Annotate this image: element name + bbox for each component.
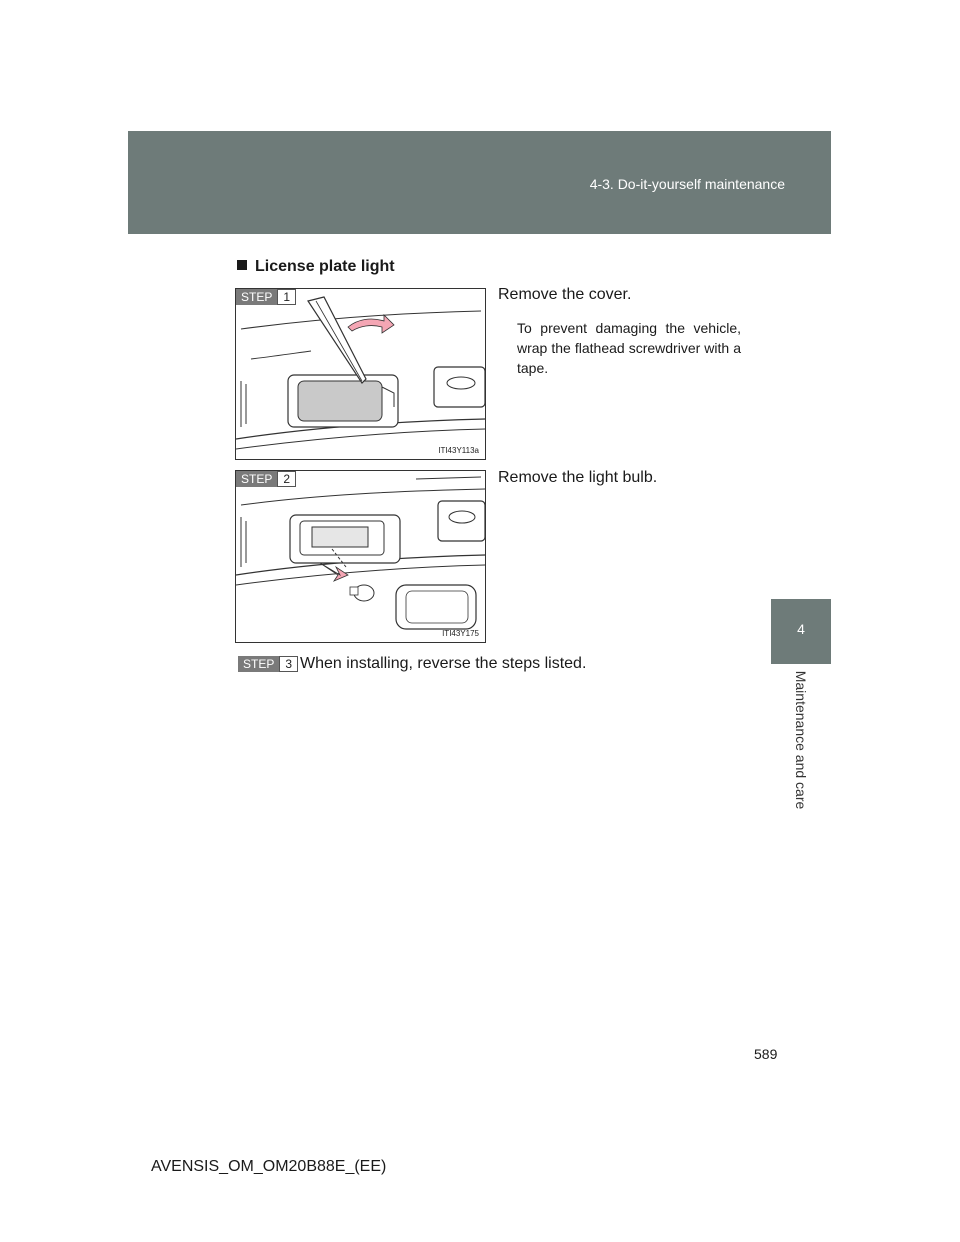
step-badge-label: STEP (236, 289, 277, 305)
figure-code: ITI43Y175 (442, 629, 479, 638)
step-1-badge (236, 289, 296, 305)
step-badge-number: 2 (277, 471, 296, 487)
step-1-note: To prevent damaging the vehicle, wrap the flathead screwdriver with a tape. (517, 320, 741, 376)
step-3 (238, 655, 586, 673)
step-3-title: When installing, reverse the steps listed. (300, 655, 587, 672)
section-heading (237, 258, 395, 276)
section-title: License plate light (255, 258, 395, 275)
step-2-title: Remove the light bulb. (498, 469, 658, 486)
square-bullet-icon (237, 260, 247, 270)
step-1-title: Remove the cover. (498, 286, 632, 303)
figure-step-1 (235, 288, 486, 460)
section-breadcrumb: 4-3. Do-it-yourself maintenance (589, 176, 785, 192)
figure-step-2 (235, 470, 486, 643)
remove-bulb-illustration (236, 471, 485, 642)
chapter-label: Maintenance and care (793, 670, 809, 810)
chapter-number: 4 (797, 621, 805, 637)
header-bar (128, 131, 831, 234)
step-badge-label: STEP (236, 471, 277, 487)
step-2-badge (236, 471, 296, 487)
page-number: 589 (754, 1046, 778, 1062)
figure-code: ITI43Y113a (438, 446, 479, 455)
remove-cover-illustration (236, 289, 485, 459)
step-badge-number: 3 (279, 656, 298, 672)
step-badge-label: STEP (238, 656, 279, 672)
step-3-badge (238, 656, 298, 672)
footer-code: AVENSIS_OM_OM20B88E_(EE) (151, 1158, 387, 1175)
step-badge-number: 1 (277, 289, 296, 305)
chapter-tab (771, 599, 831, 664)
